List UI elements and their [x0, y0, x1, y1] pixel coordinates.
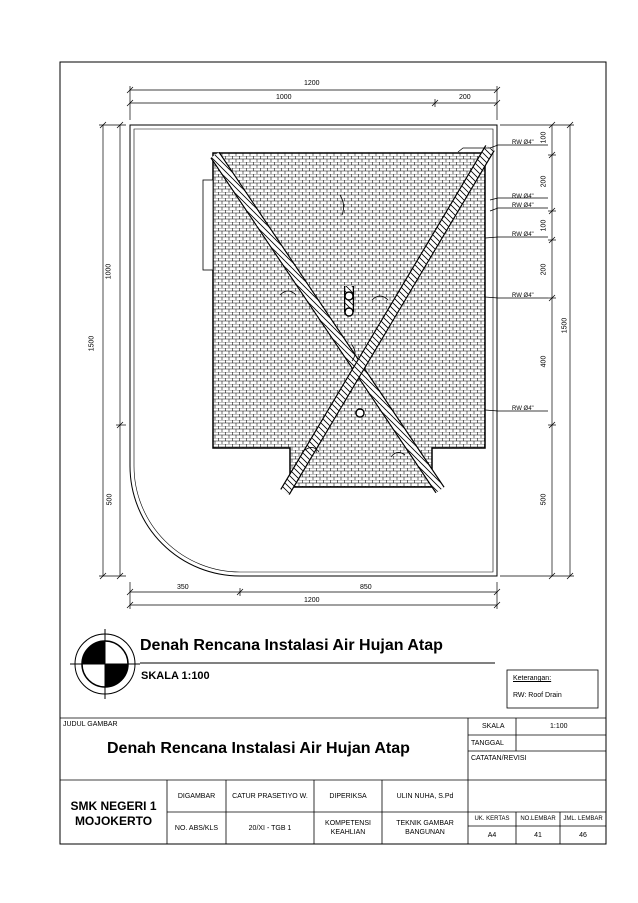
drain-label: RW Ø4" — [512, 194, 534, 200]
tanggal-label: TANGGAL — [471, 740, 504, 747]
dim-left-outer: 1500 — [88, 335, 96, 352]
judul-label: JUDUL GAMBAR — [63, 721, 118, 728]
drain-label: RW Ø4" — [512, 140, 534, 146]
drawing-scale: SKALA 1:100 — [141, 670, 210, 682]
top-dimensions — [127, 86, 500, 120]
dim-top-left: 1000 — [276, 94, 292, 101]
legend-item: RW: Roof Drain — [513, 692, 562, 699]
ridge-node — [345, 292, 353, 300]
side-wall — [203, 180, 213, 270]
dim-top-total: 1200 — [304, 80, 320, 87]
dim-right-segment: 500 — [540, 493, 548, 506]
ridge-node — [356, 409, 364, 417]
diperiksa-label: DIPERIKSA — [329, 792, 367, 800]
uk-kertas-label: UK. KERTAS — [474, 815, 510, 822]
drain-label: RW Ø4" — [512, 293, 534, 299]
kompetensi-value: TEKNIK GAMBAR BANGUNAN — [396, 820, 454, 836]
no-lembar-label: NO.LEMBAR — [520, 815, 556, 822]
uk-kertas-value: A4 — [487, 832, 497, 839]
drain-label: RW Ø4" — [512, 232, 534, 238]
dim-right-segment: 100 — [540, 219, 548, 232]
dim-bottom-left: 350 — [177, 584, 189, 591]
catatan-label: CATATAN/REVISI — [471, 755, 527, 762]
right-dimensions — [500, 122, 574, 579]
jml-lembar-label: JML. LEMBAR — [563, 815, 603, 822]
dim-bottom-total: 1200 — [304, 597, 320, 604]
digambar-name: CATUR PRASETIYO W. — [232, 792, 308, 800]
jml-lembar-value: 46 — [579, 832, 587, 839]
kompetensi-label: KOMPETENSI KEAHLIAN — [325, 820, 371, 836]
dim-left-lower: 500 — [106, 493, 114, 506]
drawing-title: Denah Rencana Instalasi Air Hujan Atap — [140, 637, 443, 654]
ridge-node — [345, 308, 353, 316]
dim-right-segment: 100 — [540, 131, 548, 144]
dim-bottom-right: 850 — [360, 584, 372, 591]
dim-left-upper: 1000 — [105, 263, 113, 280]
skala-value: 1:100 — [550, 723, 568, 730]
drain-label: RW Ø4" — [512, 203, 534, 209]
school-name: SMK NEGERI 1 MOJOKERTO — [70, 799, 157, 828]
diperiksa-name: ULIN NUHA, S.Pd — [396, 792, 454, 800]
drain-label: RW Ø4" — [512, 406, 534, 412]
no-lembar-value: 41 — [534, 832, 542, 839]
skala-label: SKALA — [482, 723, 505, 730]
no-abs-label: NO. ABS/KLS — [174, 824, 219, 832]
digambar-label: DIGAMBAR — [177, 792, 216, 800]
dim-right-segment: 400 — [540, 355, 548, 368]
dim-right-outer: 1500 — [561, 317, 569, 334]
dim-top-right: 200 — [459, 94, 471, 101]
dim-right-segment: 200 — [540, 175, 548, 188]
left-dimensions — [99, 122, 126, 579]
legend-heading: Keterangan: — [513, 675, 552, 682]
north-arrow-icon — [70, 629, 140, 699]
dim-right-segment: 200 — [540, 263, 548, 276]
no-abs-value: 20/XI - TGB 1 — [248, 824, 292, 832]
judul-title: Denah Rencana Instalasi Air Hujan Atap — [107, 740, 410, 757]
